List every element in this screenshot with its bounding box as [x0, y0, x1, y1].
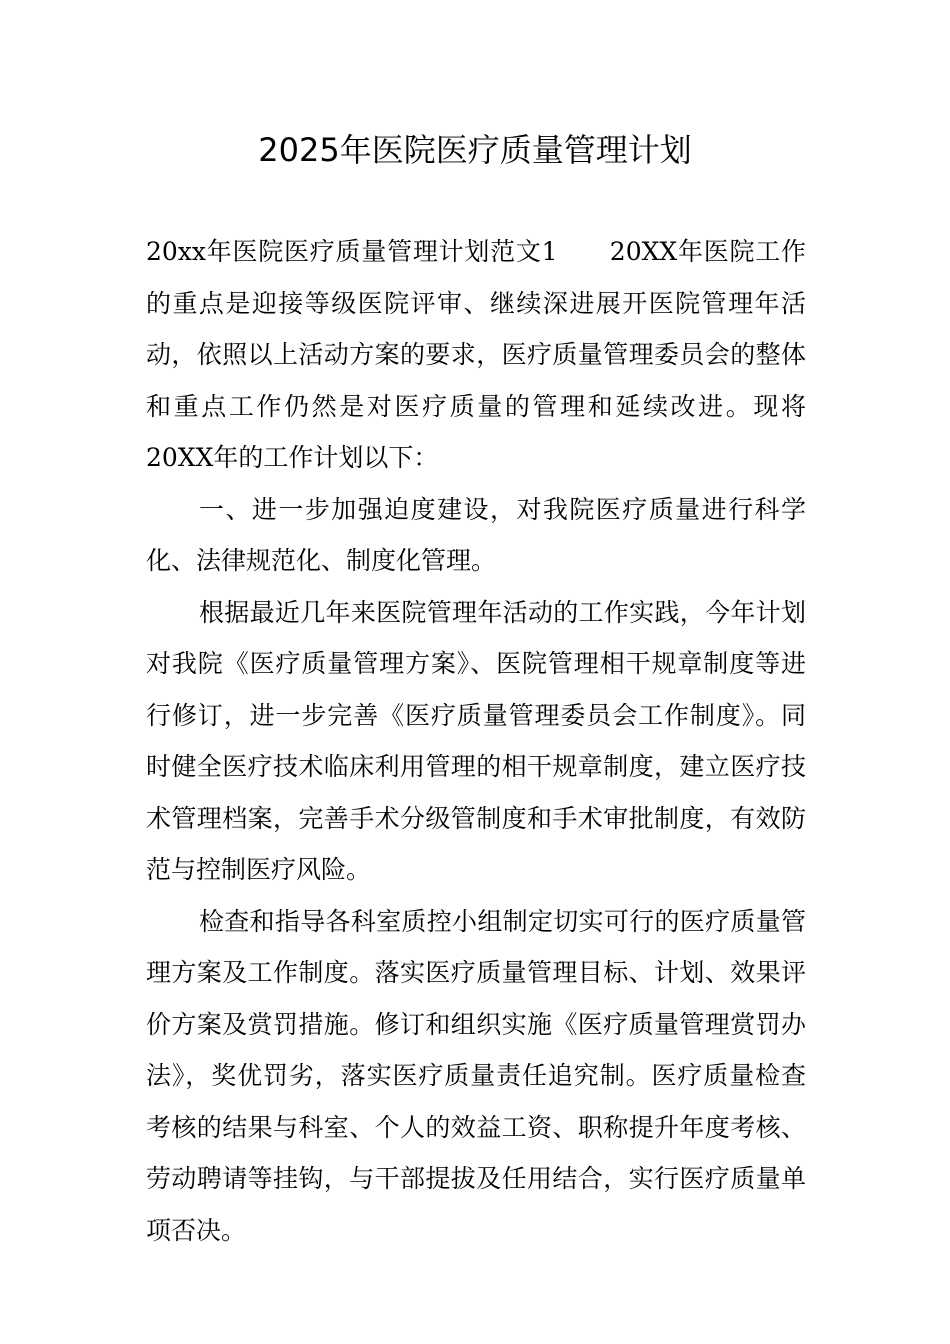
paragraph-regulations: 根据最近几年来医院管理年活动的工作实践，今年计划对我院《医疗质量管理方案》、医院管理相干规章制度等进行修订，进一步完善《医疗质量管理委员会工作制度》。同时健全医疗技术临床利用管理的相干规章制度，建立医疗技术管理档案，完善手术分级管制度和手术审批制度，有效防范与控制医疗风险。 [146, 597, 806, 884]
paragraph-section-one: 一、进一步加强迫度建设，对我院医疗质量进行科学化、法律规范化、制度化管理。 [146, 494, 806, 575]
paragraph-intro: 20xx年医院医疗质量管理计划范文1 20XX年医院工作的重点是迎接等级医院评审、继续深进展开医院管理年活动，依照以上活动方案的要求，医疗质量管理委员会的整体和重点工作仍然是对医疗质量的管理和延续改进。现将20XX年的工作计划以下： [146, 237, 806, 472]
document-body [146, 226, 806, 1256]
paragraph-inspection: 检查和指导各科室质控小组制定切实可行的医疗质量管理方案及工作制度。落实医疗质量管理目标、计划、效果评价方案及赏罚措施。修订和组织实施《医疗质量管理赏罚办法》，奖优罚劣，落实医疗质量责任追究制。医疗质量检查考核的结果与科室、个人的效益工资、职称提升年度考核、劳动聘请等挂钩，与干部提拔及任用结合，实行医疗质量单项否决。 [146, 906, 806, 1245]
document-title: 2025年医院医疗质量管理计划 [258, 131, 692, 169]
